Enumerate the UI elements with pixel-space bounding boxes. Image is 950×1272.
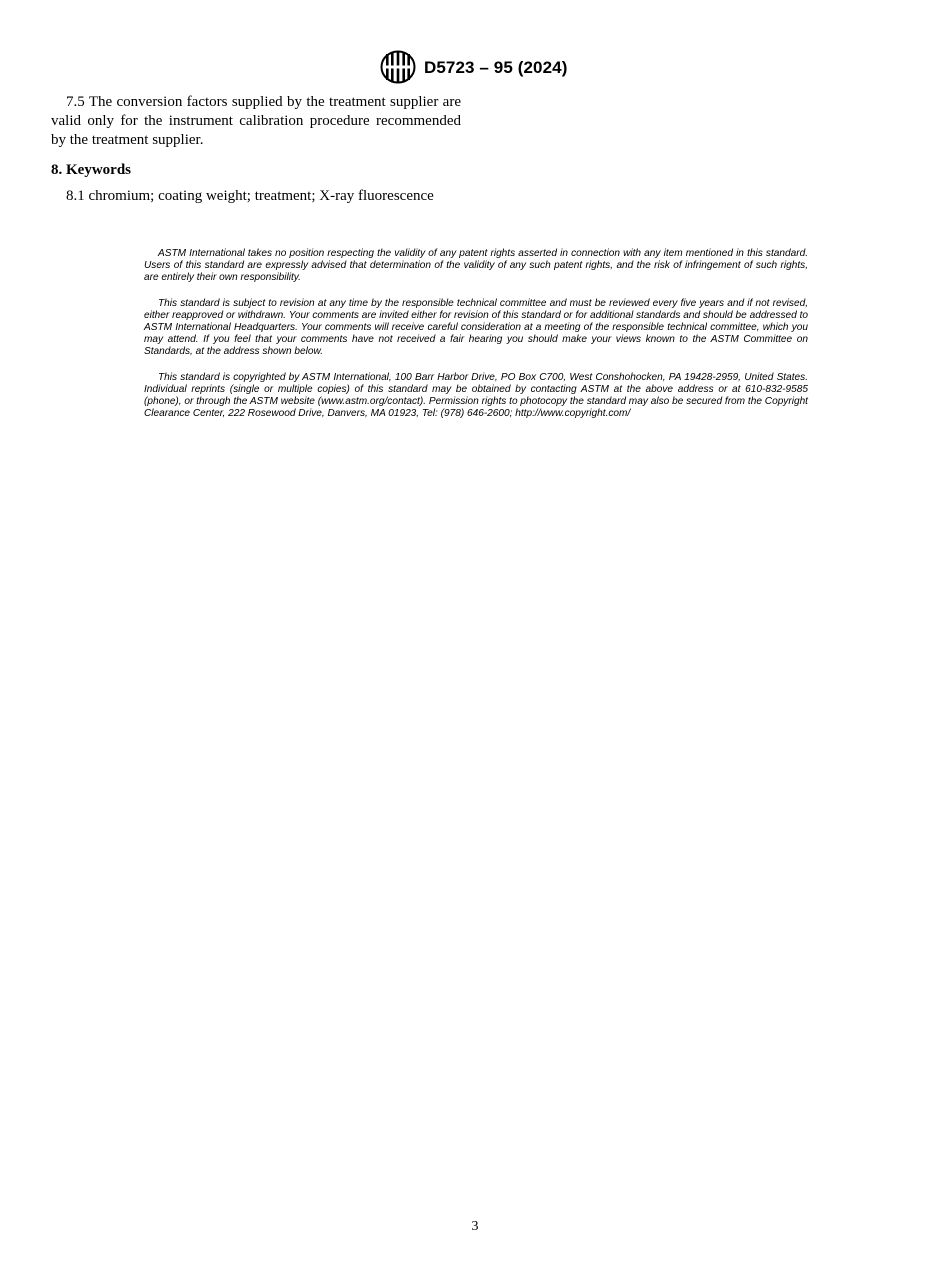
revision-notice: This standard is subject to revision at any time by the responsible technical committee and must be reviewed every five years and if not revised, either reapproved or withdrawn. Your comments are invited either for revision of this standard or for additional standards and should be addressed to ASTM International Headquarters. Your comments will receive careful consideration at a meeting of the responsible technical committee, which you may attend. If you feel that your comments have not received a fair hearing you should make your views known to the ASTM Committee on Standards, at the address shown below. (144, 297, 808, 358)
main-text-column (51, 93, 461, 206)
astm-logo-icon (380, 50, 416, 84)
page-header (0, 50, 950, 86)
paragraph-7-5: 7.5 The conversion factors supplied by the treatment supplier are valid only for the instrument calibration procedure recommended by the treatment supplier. (51, 94, 461, 148)
copyright-notice: This standard is copyrighted by ASTM International, 100 Barr Harbor Drive, PO Box C700, West Conshohocken, PA 19428-2959, United States. Individual reprints (single or multiple copies) of this standard may be obtained by contacting ASTM at the above address or at 610-832-9585 (phone), or through the ASTM website (www.astm.org/contact). Permission rights to photocopy the standard may also be secured from the Copyright Clearance Center, 222 Rosewood Drive, Danvers, MA 01923, Tel: (978) 646-2600; http://www.copyright.com/ (144, 371, 808, 420)
page-number: 3 (471, 1219, 479, 1234)
paragraph-8-1: 8.1 chromium; coating weight; treatment; X-ray fluorescence (66, 188, 434, 204)
standard-designation: D5723 – 95 (2024) (424, 58, 568, 77)
patent-notice: ASTM International takes no position respecting the validity of any patent rights asserted in connection with any item mentioned in this standard. Users of this standard are expressly advised that determination of the validity of any such patent rights, and the risk of infringement of such rights, are entirely their own responsibility. (144, 248, 808, 284)
legal-notices (144, 248, 808, 433)
section-8-heading: 8. Keywords (51, 162, 131, 178)
